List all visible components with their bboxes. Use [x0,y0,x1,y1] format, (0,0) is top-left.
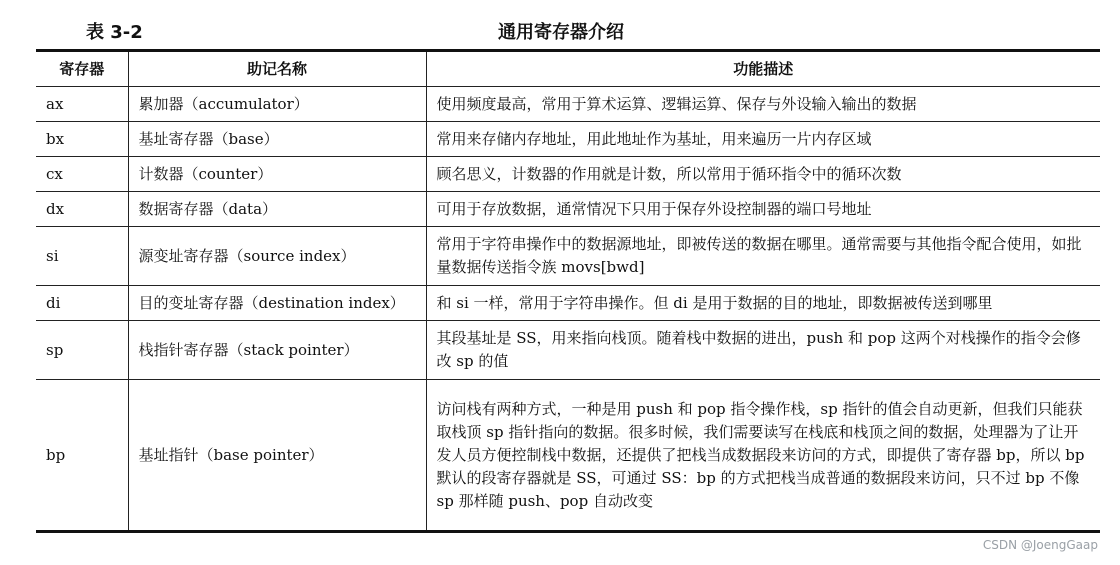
mnemonic-cell: 基址寄存器（base） [128,122,426,157]
mnemonic-cell: 计数器（counter） [128,157,426,192]
description-cell: 使用频度最高，常用于算术运算、逻辑运算、保存与外设输入输出的数据 [426,87,1100,122]
mnemonic-cell: 数据寄存器（data） [128,192,426,227]
table-row-cx [36,157,1100,192]
register-cell: bp [36,380,128,532]
table-row-dx [36,192,1100,227]
table-title: 通用寄存器介绍 [498,22,624,43]
description-cell: 可用于存放数据，通常情况下只用于保存外设控制器的端口号地址 [426,192,1100,227]
watermark: CSDN @JoengGaap [982,538,1098,552]
table-row-ax [36,87,1100,122]
register-cell: cx [36,157,128,192]
table-row-si [36,227,1100,286]
mnemonic-cell: 源变址寄存器（source index） [128,227,426,286]
column-header-description: 功能描述 [426,51,1100,87]
header-row [36,51,1100,87]
mnemonic-cell: 累加器（accumulator） [128,87,426,122]
description-cell: 常用于字符串操作中的数据源地址，即被传送的数据在哪里。通常需要与其他指令配合使用，如批量数据传送指令族 movs[bwd] [426,227,1100,286]
description-cell: 其段基址是 SS，用来指向栈顶。随着栈中数据的进出，push 和 pop 这两个对栈操作的指令会修改 sp 的值 [426,321,1100,380]
description-cell: 常用来存储内存地址，用此地址作为基址，用来遍历一片内存区域 [426,122,1100,157]
table-row-bp [36,380,1100,532]
mnemonic-cell: 栈指针寄存器（stack pointer） [128,321,426,380]
register-cell: bx [36,122,128,157]
mnemonic-cell: 目的变址寄存器（destination index） [128,286,426,321]
table-number: 表 3-2 [86,22,143,43]
description-cell: 顾名思义，计数器的作用就是计数，所以常用于循环指令中的循环次数 [426,157,1100,192]
column-header-register: 寄存器 [36,51,128,87]
register-cell: ax [36,87,128,122]
register-table [36,49,1100,533]
register-cell: sp [36,321,128,380]
description-cell: 访问栈有两种方式，一种是用 push 和 pop 指令操作栈，sp 指针的值会自动更新，但我们只能获取栈顶 sp 指针指向的数据。很多时候，我们需要读写在栈底和栈顶之间的数据，处理器为了让开发人员方便控制栈中数据，还提供了把栈当成数据段来访问的方式，即提供了寄存器 bp，所以 bp 默认的段寄存器就是 SS，可通过 SS：bp 的方式把栈当成普通的数据段来访问，只不过 bp 不像 sp 那样随 push、pop 自动改变 [426,380,1100,532]
mnemonic-cell: 基址指针（base pointer） [128,380,426,532]
table-caption [36,12,1100,48]
description-cell: 和 si 一样，常用于字符串操作。但 di 是用于数据的目的地址，即数据被传送到哪里 [426,286,1100,321]
table-row-bx [36,122,1100,157]
table-row-sp [36,321,1100,380]
register-cell: di [36,286,128,321]
register-cell: si [36,227,128,286]
table-row-di [36,286,1100,321]
register-cell: dx [36,192,128,227]
column-header-mnemonic: 助记名称 [128,51,426,87]
